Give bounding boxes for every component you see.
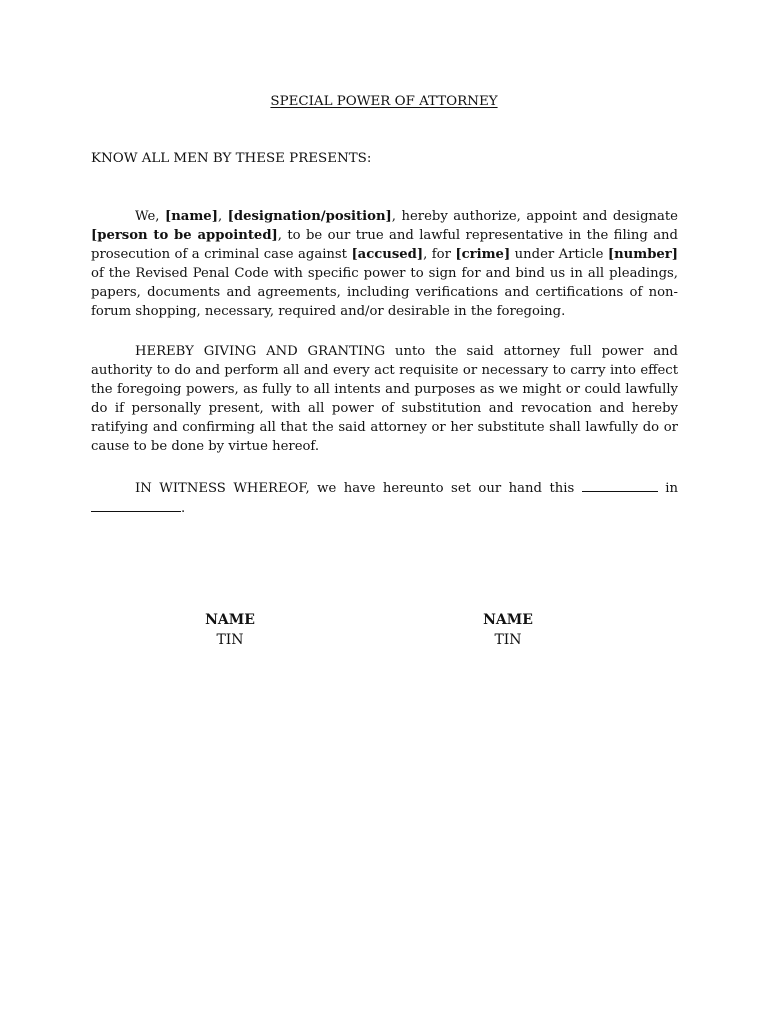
paragraph-text: , [217, 209, 228, 224]
paragraph-text: We, [135, 209, 165, 224]
signatory-name: NAME [483, 612, 533, 628]
placeholder-crime: [crime] [455, 247, 511, 262]
granting-paragraph: HEREBY GIVING AND GRANTING unto the said attorney full power and authority to do and perform all and every act requisite or necessary to carry into effect the foregoing powers, as fully to all intents and purposes as we might or could lawfully do if personally present, with all power of substitution and revocation and hereby ratifying and confirming all that the said attorney or her substitute shall lawfully do or cause to be done by virtue hereof. [91, 344, 678, 454]
signature-block-left [150, 610, 310, 650]
place-blank-line [91, 498, 181, 512]
placeholder-name: [name] [164, 209, 218, 224]
placeholder-accused: [accused] [351, 247, 424, 262]
paragraph-text: of the Revised Penal Code with specific power to sign for and bind us in all pleadings, papers, documents and agreements, including verifications and certifications of non-forum shopping, necessary, required and/or desirable in the foregoing. [91, 266, 678, 319]
paragraph-text: , to be our true and lawful representative in the filing and prosecution of a criminal case against [91, 228, 678, 262]
signatory-tin: TIN [216, 632, 244, 648]
paragraph-text: under Article [510, 247, 608, 262]
signatory-tin: TIN [494, 632, 522, 648]
witness-paragraph [91, 478, 678, 518]
salutation: KNOW ALL MEN BY THESE PRESENTS: [91, 151, 372, 166]
signature-block-right [428, 610, 588, 650]
paragraph-text: IN WITNESS WHEREOF, we have hereunto set our hand this [135, 481, 582, 496]
placeholder-number: [number] [607, 247, 678, 262]
date-blank-line [582, 478, 658, 492]
placeholder-designation: [designation/position] [227, 209, 392, 224]
paragraph-text: , hereby authorize, appoint and designate [391, 209, 678, 224]
paragraph-text: . [181, 501, 186, 516]
paragraph-text: , for [423, 247, 456, 262]
authorization-paragraph [91, 207, 678, 321]
paragraph-text: in [657, 481, 679, 496]
placeholder-person-appointed: [person to be appointed] [91, 228, 278, 243]
signatory-name: NAME [205, 612, 255, 628]
document-title: SPECIAL POWER OF ATTORNEY [270, 94, 498, 109]
